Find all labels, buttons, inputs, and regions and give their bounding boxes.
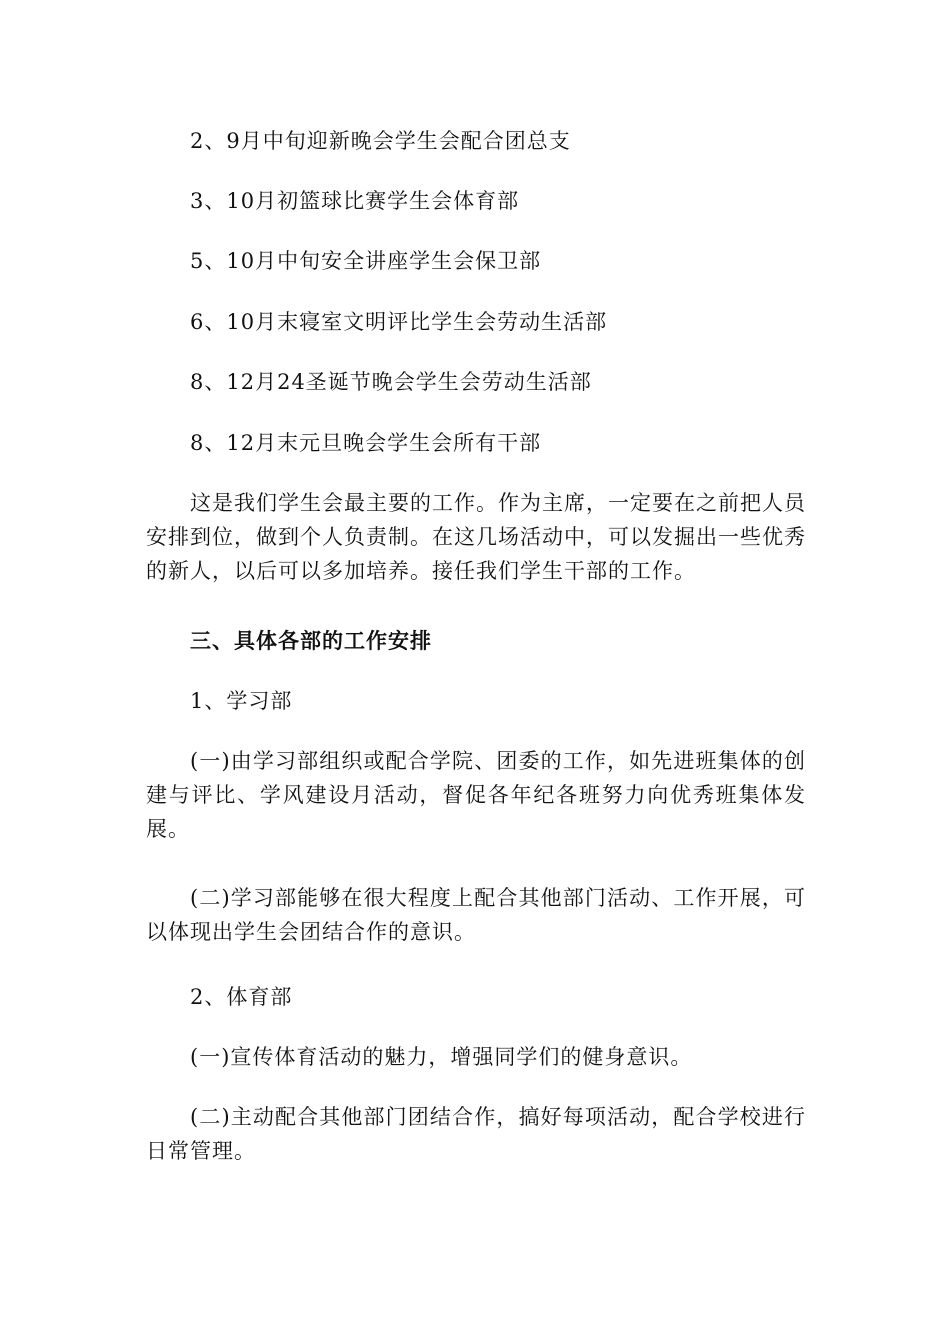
section-heading: 三、具体各部的工作安排	[190, 628, 432, 653]
schedule-item: 8、12月末元旦晚会学生会所有干部	[190, 431, 542, 455]
schedule-item: 8、12月24圣诞节晚会学生会劳动生活部	[190, 370, 592, 394]
schedule-item: 6、10月末寝室文明评比学生会劳动生活部	[190, 310, 608, 334]
schedule-item: 3、10月初篮球比赛学生会体育部	[190, 189, 520, 213]
summary-paragraph: 这是我们学生会最主要的工作。作为主席，一定要在之前把人员安排到位，做到个人负责制。在这几场活动中，可以发掘出一些优秀的新人，以后可以多加培养。接任我们学生干部的工作。	[146, 491, 806, 583]
schedule-item: 2、9月中旬迎新晚会学生会配合团总支	[190, 129, 571, 153]
department-heading-study: 1、学习部	[190, 689, 293, 713]
sports-item-1: (一)宣传体育活动的魅力，增强同学们的健身意识。	[190, 1045, 693, 1069]
schedule-item: 5、10月中旬安全讲座学生会保卫部	[190, 249, 542, 273]
study-item-2: (二)学习部能够在很大程度上配合其他部门活动、工作开展，可以体现出学生会团结合作的意识。	[146, 886, 806, 944]
sports-item-2: (二)主动配合其他部门团结合作，搞好每项活动，配合学校进行日常管理。	[146, 1105, 806, 1163]
study-item-1: (一)由学习部组织或配合学院、团委的工作，如先进班集体的创建与评比、学风建设月活动，督促各年纪各班努力向优秀班集体发展。	[146, 749, 806, 841]
department-heading-sports: 2、体育部	[190, 985, 293, 1009]
